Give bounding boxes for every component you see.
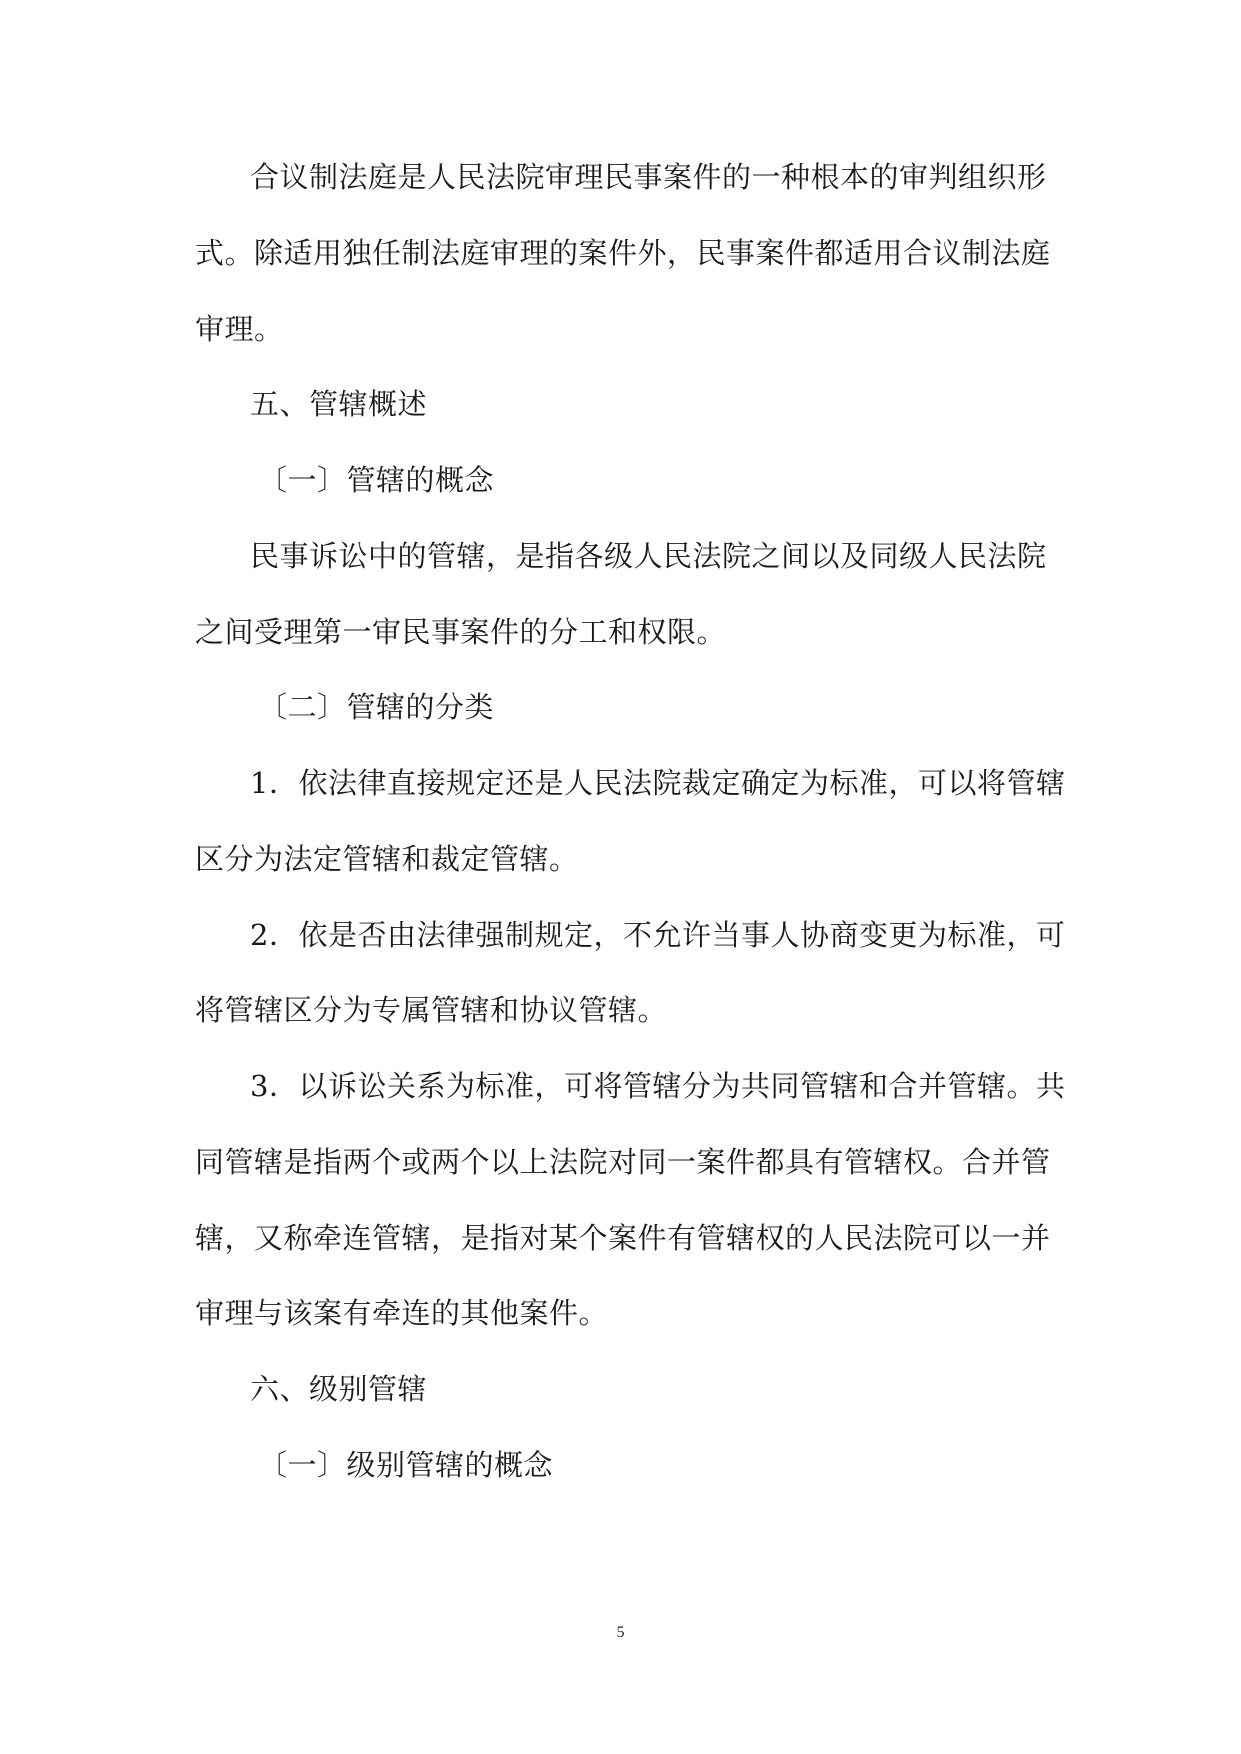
- paragraph-line: 将管辖区分为专属管辖和协议管辖。: [195, 993, 668, 1027]
- page-number: 5: [616, 1624, 625, 1641]
- paragraph-line: 2．依是否由法律强制规定，不允许当事人协商变更为标准，可: [250, 918, 1066, 952]
- paragraph-line: 区分为法定管辖和裁定管辖。: [195, 842, 579, 876]
- paragraph-line: 同管辖是指两个或两个以上法院对同一案件都具有管辖权。合并管: [195, 1145, 1051, 1179]
- subsection-heading: 〔一〕管辖的概念: [258, 463, 495, 497]
- section-heading: 六、级别管辖: [250, 1372, 428, 1406]
- subsection-heading: 〔二〕管辖的分类: [258, 690, 495, 724]
- paragraph-line: 之间受理第一审民事案件的分工和权限。: [195, 615, 727, 649]
- paragraph-line: 审理。: [195, 312, 284, 346]
- paragraph-line: 3．以诉讼关系为标准，可将管辖分为共同管辖和合并管辖。共: [250, 1069, 1066, 1103]
- paragraph-line: 式。除适用独任制法庭审理的案件外，民事案件都适用合议制法庭: [195, 236, 1051, 270]
- subsection-heading: 〔一〕级别管辖的概念: [258, 1448, 554, 1482]
- section-heading: 五、管辖概述: [250, 387, 428, 421]
- paragraph-line: 1．依法律直接规定还是人民法院裁定确定为标准，可以将管辖: [250, 766, 1066, 800]
- paragraph-line: 审理与该案有牵连的其他案件。: [195, 1296, 609, 1330]
- paragraph-line: 辖，又称牵连管辖，是指对某个案件有管辖权的人民法院可以一并: [195, 1221, 1051, 1255]
- paragraph-line: 合议制法庭是人民法院审理民事案件的一种根本的审判组织形: [250, 160, 1047, 194]
- paragraph-line: 民事诉讼中的管辖，是指各级人民法院之间以及同级人民法院: [250, 539, 1047, 573]
